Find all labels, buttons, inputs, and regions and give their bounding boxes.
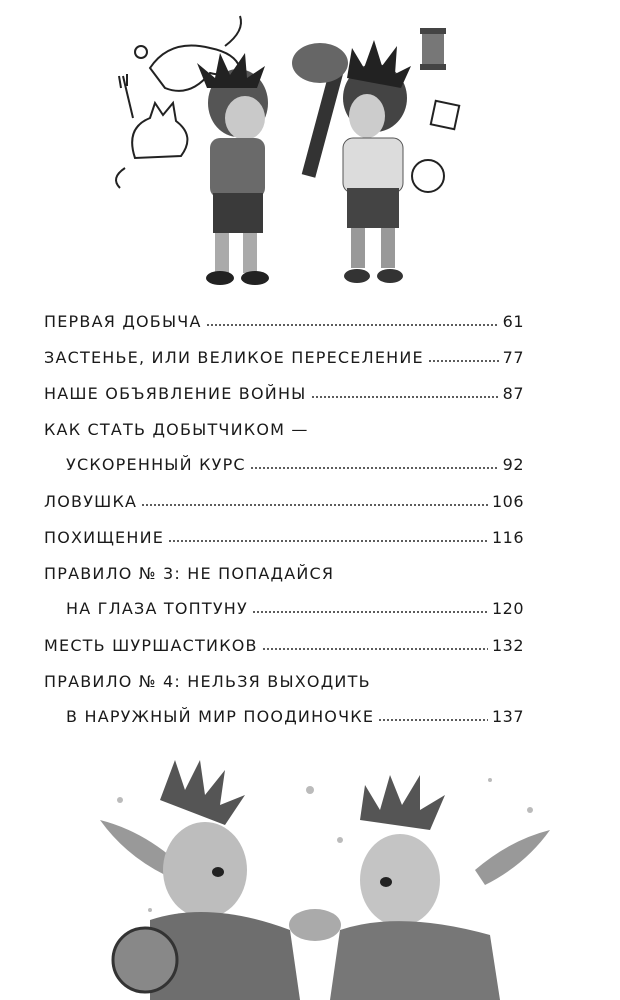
toc-entry-title: ПРАВИЛО № 4: НЕЛЬЗЯ ВЫХОДИТЬ xyxy=(44,672,371,691)
toc-entry-title: НАШЕ ОБЪЯВЛЕНИЕ ВОЙНЫ xyxy=(44,384,307,403)
toc-page-number: 137 xyxy=(491,707,524,726)
toc-leader-dots xyxy=(141,503,488,507)
toc-entry xyxy=(44,672,524,727)
left-elf-portrait xyxy=(100,760,300,1000)
doodle-cat xyxy=(116,103,187,188)
toc-entry xyxy=(44,312,524,332)
toc-page-number: 120 xyxy=(491,599,524,618)
toc-entry-title: УСКОРЕННЫЙ КУРС xyxy=(66,455,246,474)
toc-entry xyxy=(44,636,524,656)
toc-entry xyxy=(44,384,524,404)
toc-leader-dots xyxy=(252,610,488,614)
toc-entry-title: ПЕРВАЯ ДОБЫЧА xyxy=(44,312,202,331)
shield xyxy=(113,928,177,992)
toc-leader-dots xyxy=(378,718,488,722)
toc-entry-title: ЗАСТЕНЬЕ, ИЛИ ВЕЛИКОЕ ПЕРЕСЕЛЕНИЕ xyxy=(44,348,424,367)
toc-entry-title: ЛОВУШКА xyxy=(44,492,138,511)
toc-page-number: 61 xyxy=(502,312,524,331)
fist-bump xyxy=(289,909,341,941)
doodle-dice xyxy=(431,101,459,129)
toc-page-number: 77 xyxy=(502,348,524,367)
toc-leader-dots xyxy=(262,647,488,651)
toc-page-number: 87 xyxy=(502,384,524,403)
toc-entry-title: НА ГЛАЗА ТОПТУНУ xyxy=(66,599,248,618)
toc-leader-dots xyxy=(311,395,499,399)
doodle-button xyxy=(135,46,147,58)
left-elf xyxy=(197,53,269,285)
toc-entry-title: В НАРУЖНЫЙ МИР ПООДИНОЧКЕ xyxy=(66,707,375,726)
toc-page-number: 132 xyxy=(491,636,524,655)
bottom-illustration xyxy=(90,760,560,1000)
toc-entry xyxy=(44,492,524,512)
toc-leader-dots xyxy=(250,466,499,470)
hedgehog xyxy=(292,43,348,83)
toc-page-number: 92 xyxy=(502,455,524,474)
toc-entry xyxy=(44,564,524,619)
right-elf-portrait xyxy=(330,775,550,1000)
toc-page-number: 106 xyxy=(491,492,524,511)
toc-page-number: 116 xyxy=(491,528,524,547)
doodle-spool xyxy=(420,28,446,70)
toc-entry xyxy=(44,348,524,368)
doodle-fork xyxy=(119,74,133,118)
toc-entry xyxy=(44,528,524,548)
toc-entry xyxy=(44,420,524,475)
toc-leader-dots xyxy=(168,539,488,543)
toc-leader-dots xyxy=(428,359,499,363)
toc-entry-title: КАК СТАТЬ ДОБЫТЧИКОМ — xyxy=(44,420,309,439)
toc-leader-dots xyxy=(206,323,499,327)
right-elf xyxy=(343,40,411,283)
doodle-clock xyxy=(412,160,444,192)
toc-entry-title: МЕСТЬ ШУРШАСТИКОВ xyxy=(44,636,258,655)
toc-entry-title: ПОХИЩЕНИЕ xyxy=(44,528,165,547)
top-illustration xyxy=(95,8,485,298)
toc-entry-title: ПРАВИЛО № 3: НЕ ПОПАДАЙСЯ xyxy=(44,564,335,583)
